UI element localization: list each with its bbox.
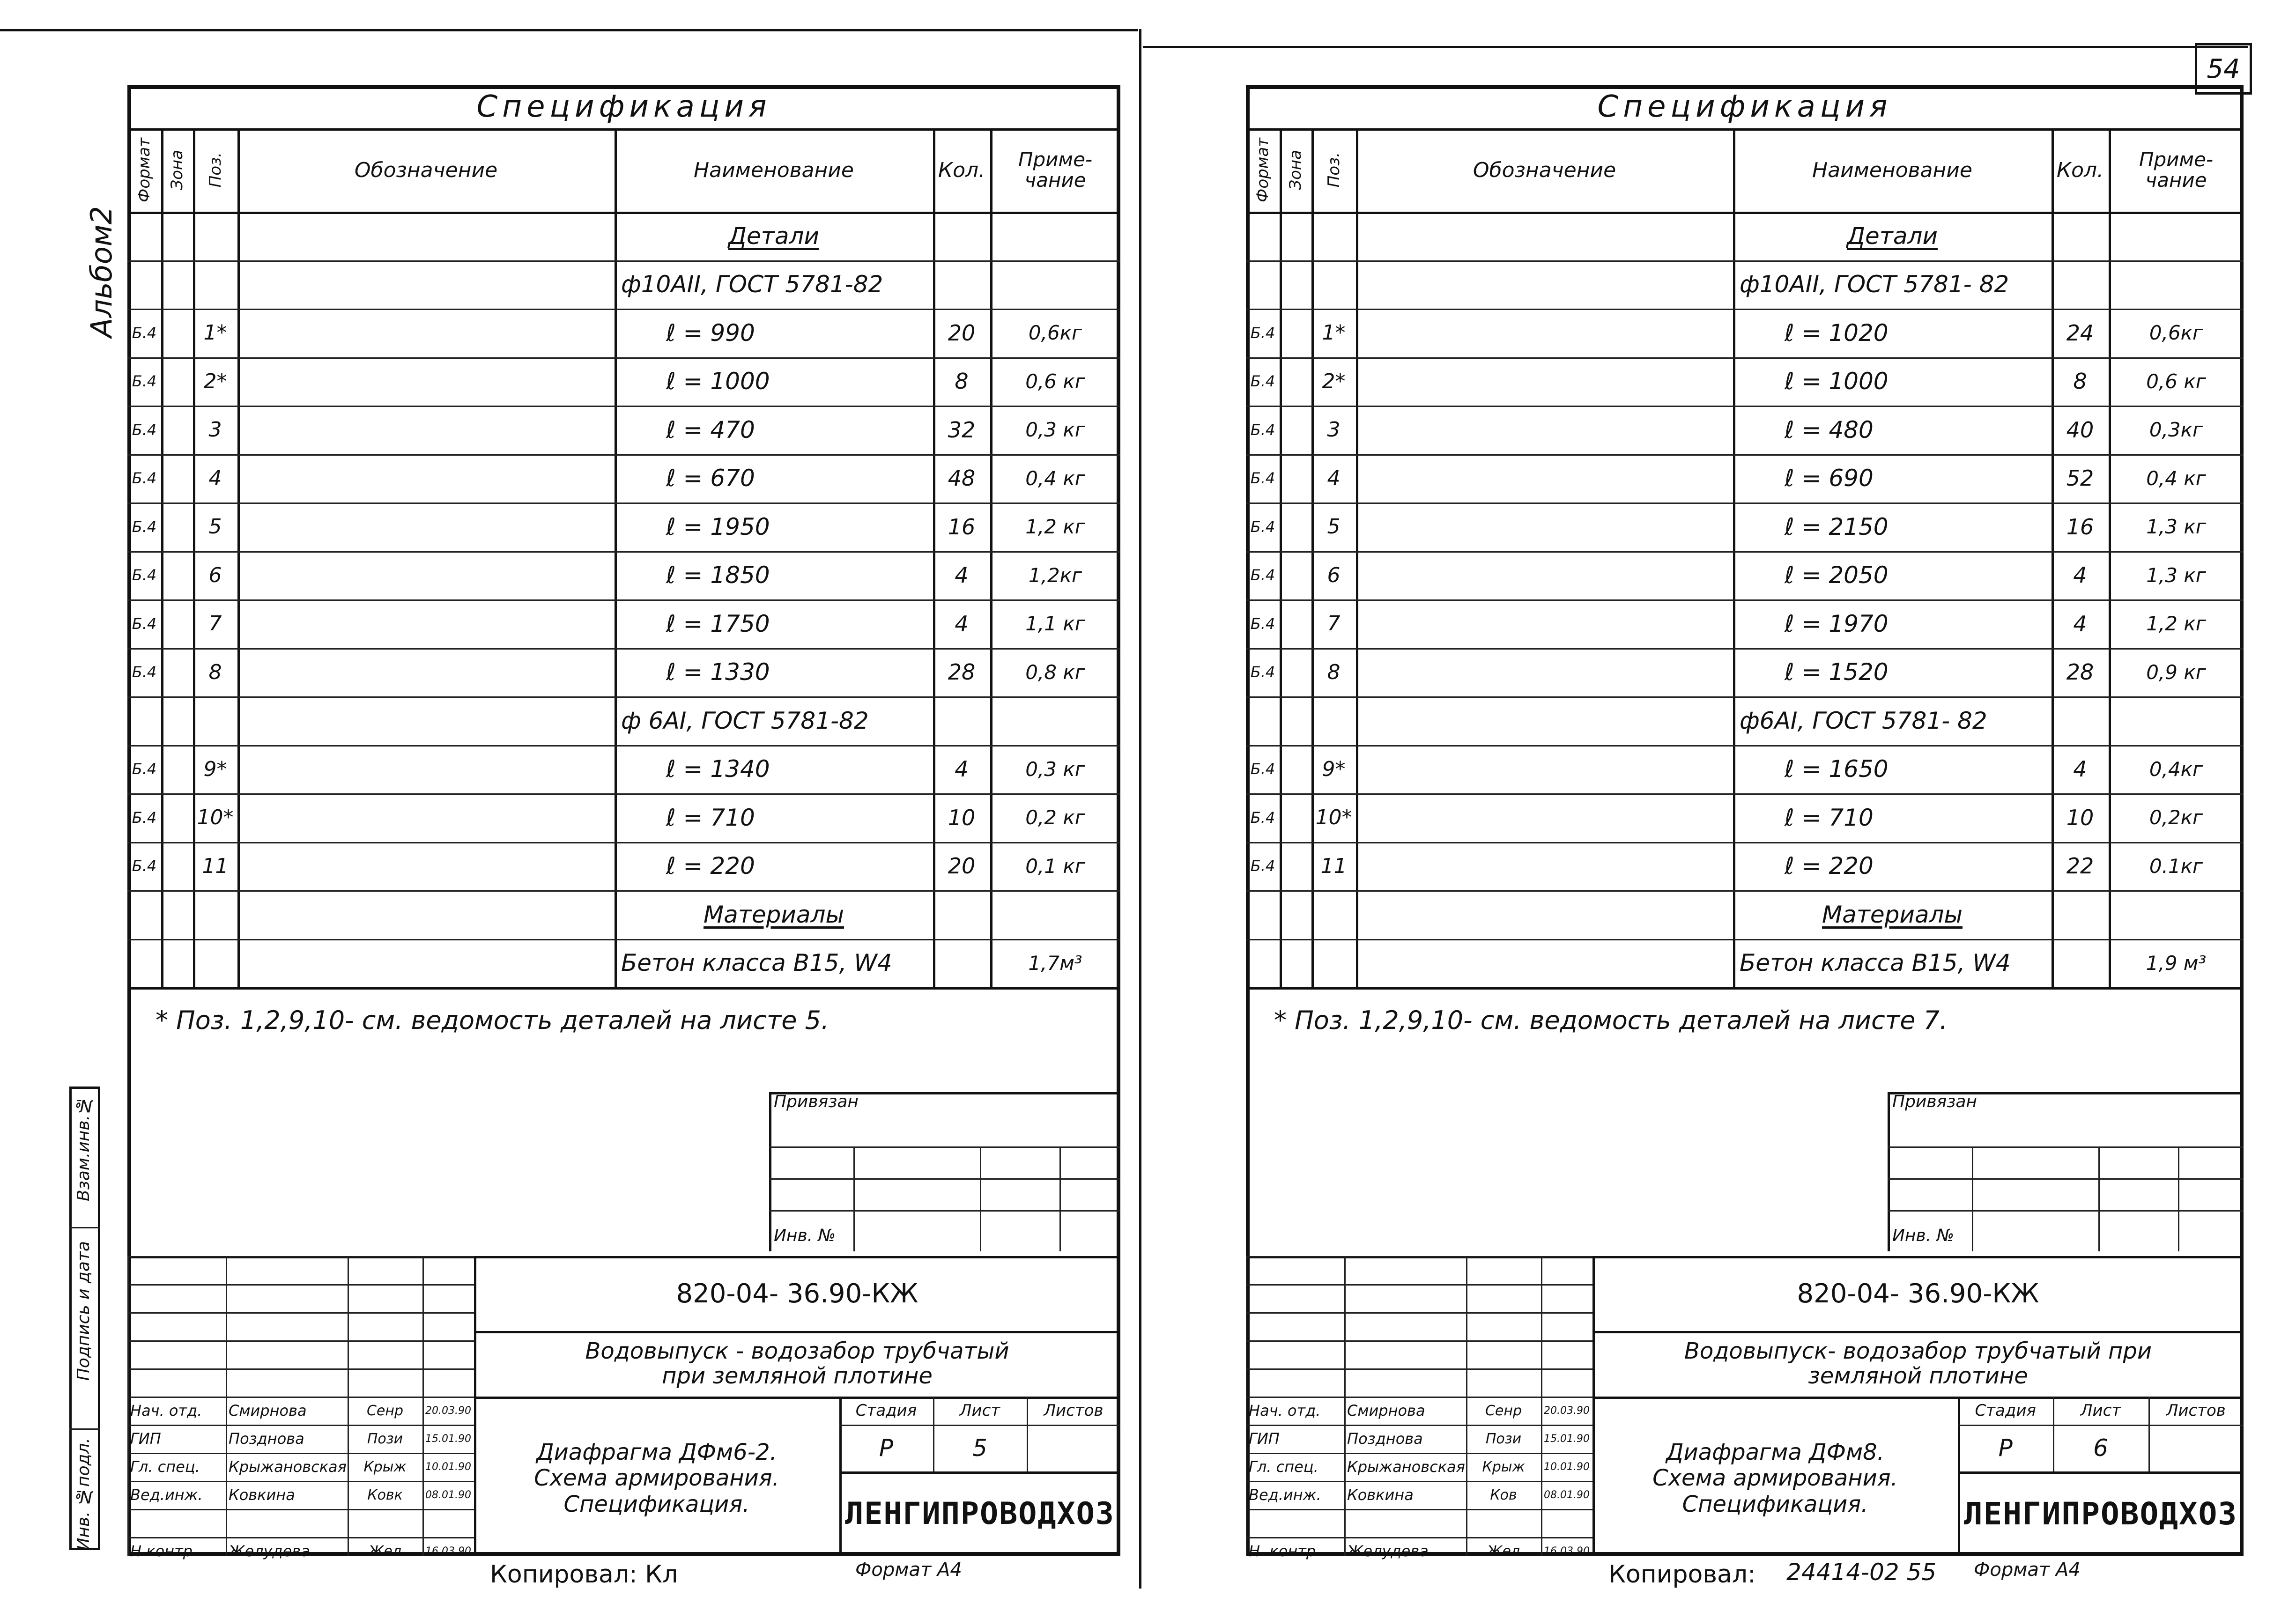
format-label: Формат А4 bbox=[855, 1559, 962, 1581]
cell-name: ℓ = 1520 bbox=[1785, 658, 1889, 686]
header-pos: Поз. bbox=[1324, 152, 1343, 188]
copied-by: Копировал: bbox=[1608, 1560, 1756, 1589]
signer-signature: Жел bbox=[369, 1543, 401, 1560]
cell-note: 0,4 кг bbox=[1025, 466, 1085, 490]
cell-note bbox=[2109, 212, 2244, 260]
cell-format: Б.4 bbox=[1250, 469, 1275, 488]
album-label: Альбом2 bbox=[84, 206, 119, 338]
privyazan-left bbox=[769, 1092, 771, 1251]
cell-qty: 22 bbox=[2066, 853, 2094, 879]
cell-pos bbox=[193, 939, 237, 988]
signer-date: 08.01.90 bbox=[425, 1489, 471, 1501]
cell-format: Б.4 bbox=[132, 421, 157, 439]
cell-note: 0,4 кг bbox=[2146, 466, 2206, 490]
column-line bbox=[161, 128, 163, 987]
drawing-title: Диафрагма ДФм8. Схема армирования. Спецификация. bbox=[1652, 1439, 1898, 1517]
spec-title: Спецификация bbox=[476, 89, 771, 124]
cell-note: 1,7м³ bbox=[1028, 951, 1082, 975]
cell-format: Б.4 bbox=[1250, 517, 1275, 536]
cell-format: Б.4 bbox=[1250, 566, 1275, 584]
cell-format bbox=[127, 696, 161, 745]
column-line bbox=[237, 128, 240, 987]
sheets-label: Листов bbox=[1044, 1401, 1104, 1420]
cell-note: 0,1 кг bbox=[1025, 854, 1085, 878]
signer-signature: Жел bbox=[1487, 1543, 1520, 1560]
cell-qty bbox=[933, 696, 990, 745]
header-format: Формат bbox=[1253, 138, 1272, 202]
cell-format: Б.4 bbox=[132, 663, 157, 681]
cell-qty bbox=[933, 939, 990, 988]
doc-code: 820-04- 36.90-КЖ bbox=[1797, 1278, 2039, 1309]
cell-name: ℓ = 480 bbox=[1785, 416, 1874, 444]
cell-pos: 8 bbox=[1327, 660, 1341, 684]
signer-role: Гл. спец. bbox=[1249, 1458, 1318, 1476]
inv-label: Инв. №подл. bbox=[74, 1438, 93, 1551]
signer-signature: Сенр bbox=[366, 1402, 404, 1419]
cell-qty: 4 bbox=[2073, 611, 2087, 636]
cell-format: Б.4 bbox=[1250, 614, 1275, 633]
cell-name: Бетон класса В15, W4 bbox=[1740, 949, 2011, 977]
cell-note: 1,1 кг bbox=[1025, 612, 1085, 636]
cell-format bbox=[1246, 212, 1280, 260]
header-pos: Поз. bbox=[206, 152, 225, 188]
cell-name: ℓ = 670 bbox=[666, 465, 755, 492]
cell-format: Б.4 bbox=[132, 614, 157, 633]
cell-note: 1,3 кг bbox=[2146, 515, 2206, 539]
signer-name: Желудева bbox=[229, 1542, 310, 1560]
cell-pos: 8 bbox=[208, 660, 222, 684]
header-zone: Зона bbox=[1286, 150, 1305, 190]
cell-pos: 5 bbox=[1327, 515, 1341, 539]
cell-format: Б.4 bbox=[132, 760, 157, 778]
cell-qty bbox=[2052, 890, 2109, 939]
stage-value: Р bbox=[879, 1434, 894, 1462]
signer-role: ГИП bbox=[130, 1430, 161, 1448]
sheet-label: Лист bbox=[2080, 1401, 2121, 1420]
signer-role: Н.контр. bbox=[130, 1542, 198, 1560]
sheet-label: Лист bbox=[959, 1401, 1000, 1420]
sig-row-line bbox=[1246, 1340, 1592, 1342]
cell-qty: 4 bbox=[955, 562, 969, 588]
project-title: Водовыпуск- водозабор трубчатый при земляной плотине bbox=[1684, 1338, 2152, 1389]
cell-qty: 4 bbox=[2073, 756, 2087, 782]
cell-qty bbox=[2052, 939, 2109, 988]
cell-name: Материалы bbox=[1822, 901, 1963, 928]
cell-qty bbox=[933, 212, 990, 260]
cell-pos bbox=[1311, 212, 1356, 260]
privyazan-col bbox=[980, 1146, 981, 1251]
signer-signature: Пози bbox=[1485, 1430, 1522, 1447]
privyazan-row bbox=[769, 1178, 1120, 1180]
cell-name: ℓ = 1020 bbox=[1785, 319, 1889, 347]
cell-format bbox=[1246, 260, 1280, 309]
cell-note: 0.1кг bbox=[2149, 854, 2203, 878]
signer-date: 20.03.90 bbox=[425, 1404, 471, 1417]
signer-signature: Ков bbox=[1490, 1486, 1517, 1503]
sig-row-line bbox=[127, 1509, 474, 1510]
cell-note: 1,2 кг bbox=[1025, 515, 1085, 539]
sig-row-line bbox=[1246, 1256, 1592, 1257]
header-name: Наименование bbox=[694, 158, 854, 182]
cell-note: 0,2кг bbox=[2149, 806, 2203, 829]
cell-name: Детали bbox=[1846, 222, 1938, 250]
podpis-label: Подпись и дата bbox=[74, 1241, 93, 1381]
privyazan-row bbox=[1888, 1146, 2244, 1148]
signer-name: Позднова bbox=[229, 1430, 304, 1448]
cell-note: 0,3кг bbox=[2149, 418, 2203, 442]
cell-pos: 1* bbox=[1322, 321, 1346, 345]
sig-row-line bbox=[1246, 1368, 1592, 1370]
cell-qty: 48 bbox=[948, 466, 976, 491]
signer-signature: Крыж bbox=[363, 1458, 407, 1475]
stage-value: Р bbox=[1998, 1434, 2013, 1462]
cell-note: 0,6 кг bbox=[2146, 370, 2206, 393]
privyazan-row bbox=[1888, 1178, 2244, 1180]
privyazan-row bbox=[769, 1146, 1120, 1148]
cell-qty: 20 bbox=[948, 853, 976, 879]
cell-name: Бетон класса В15, W4 bbox=[621, 949, 892, 977]
cell-format: Б.4 bbox=[132, 372, 157, 391]
signer-signature: Пози bbox=[367, 1430, 403, 1447]
archive-number: 24414-02 55 bbox=[1786, 1559, 1937, 1586]
cell-qty: 8 bbox=[955, 369, 969, 394]
privyazan-label: Привязан bbox=[1892, 1092, 1977, 1111]
cell-name: ℓ = 1000 bbox=[666, 368, 770, 395]
cell-format: Б.4 bbox=[132, 808, 157, 827]
signer-name: Крыжановская bbox=[1347, 1458, 1465, 1476]
footnote: * Поз. 1,2,9,10- см. ведомость деталей на листе 5. bbox=[156, 1005, 830, 1035]
cell-note: 0,4кг bbox=[2149, 757, 2203, 781]
cell-pos bbox=[193, 212, 237, 260]
table-bottom-rule bbox=[1246, 987, 2244, 990]
cell-name: ℓ = 690 bbox=[1785, 465, 1874, 492]
cell-pos bbox=[193, 260, 237, 309]
signer-signature: Ковк bbox=[367, 1486, 403, 1503]
sig-row-line bbox=[127, 1312, 474, 1314]
privyazan-label: Привязан bbox=[774, 1092, 859, 1111]
sheet-value: 5 bbox=[972, 1434, 987, 1462]
center-fold-line bbox=[1139, 29, 1141, 1589]
privyazan-row bbox=[769, 1210, 1120, 1212]
signer-name: Крыжановская bbox=[229, 1458, 347, 1476]
sig-row-line bbox=[127, 1368, 474, 1370]
sig-row-line bbox=[127, 1340, 474, 1342]
cell-note bbox=[990, 260, 1120, 309]
signer-role: Вед.инж. bbox=[130, 1486, 203, 1504]
cell-pos: 2* bbox=[203, 369, 227, 393]
cell-note: 0,3 кг bbox=[1025, 418, 1085, 442]
cell-format bbox=[127, 890, 161, 939]
cell-qty: 4 bbox=[2073, 562, 2087, 588]
cell-pos: 10* bbox=[197, 806, 234, 830]
stage-label: Стадия bbox=[1975, 1401, 2036, 1420]
cell-name: ℓ = 220 bbox=[666, 852, 755, 880]
signer-role: Н. контр. bbox=[1249, 1542, 1321, 1560]
header-designation: Обозначение bbox=[354, 158, 498, 182]
signer-date: 15.01.90 bbox=[1544, 1433, 1590, 1445]
cell-qty: 28 bbox=[948, 659, 976, 685]
cell-name: ф 6АI, ГОСТ 5781-82 bbox=[621, 707, 869, 734]
cell-name: ℓ = 1000 bbox=[1785, 368, 1889, 395]
signer-name: Смирнова bbox=[229, 1402, 307, 1419]
cell-note: 0,9 кг bbox=[2146, 660, 2206, 684]
cell-pos: 6 bbox=[1327, 563, 1341, 587]
cell-pos: 9* bbox=[1322, 757, 1346, 781]
cell-pos: 4 bbox=[1327, 466, 1341, 490]
sig-row-line bbox=[1246, 1284, 1592, 1286]
format-label: Формат А4 bbox=[1974, 1559, 2081, 1581]
cell-pos: 10* bbox=[1315, 806, 1352, 830]
cell-format bbox=[127, 939, 161, 988]
cell-note: 0,2 кг bbox=[1025, 806, 1085, 829]
signer-date: 16.03.90 bbox=[425, 1545, 471, 1557]
cell-name: ℓ = 470 bbox=[666, 416, 755, 444]
cell-pos: 7 bbox=[1327, 612, 1341, 636]
cell-qty: 8 bbox=[2073, 369, 2087, 394]
sig-row-line bbox=[127, 1284, 474, 1286]
privyazan-col bbox=[2098, 1146, 2100, 1251]
cell-qty: 28 bbox=[2066, 659, 2094, 685]
cell-note: 1,9 м³ bbox=[2146, 951, 2207, 975]
spec-title: Спецификация bbox=[1597, 89, 1892, 124]
cell-note: 0,6 кг bbox=[1025, 370, 1085, 393]
drawing-title: Диафрагма ДФм6-2. Схема армирования. Спецификация. bbox=[534, 1439, 779, 1517]
cell-format bbox=[1246, 890, 1280, 939]
cell-format: Б.4 bbox=[1250, 857, 1275, 875]
cell-pos: 7 bbox=[208, 612, 222, 636]
footnote: * Поз. 1,2,9,10- см. ведомость деталей на листе 7. bbox=[1274, 1005, 1948, 1035]
cell-note bbox=[990, 212, 1120, 260]
header-name: Наименование bbox=[1812, 158, 1972, 182]
signer-name: Позднова bbox=[1347, 1430, 1423, 1448]
cell-name: ℓ = 2050 bbox=[1785, 562, 1889, 589]
archive-number bbox=[661, 1556, 858, 1589]
cell-qty bbox=[2052, 212, 2109, 260]
margin-divider-1 bbox=[69, 1227, 100, 1228]
column-line bbox=[1356, 128, 1358, 987]
cell-qty: 10 bbox=[948, 805, 976, 830]
signer-date: 15.01.90 bbox=[425, 1433, 471, 1445]
sheets-value bbox=[1027, 1425, 1120, 1471]
vzam-label: Взам.инв.№ bbox=[74, 1096, 93, 1202]
cell-name: ℓ = 1970 bbox=[1785, 610, 1889, 637]
cell-format: Б.4 bbox=[132, 324, 157, 342]
signer-name: Ковкина bbox=[1347, 1486, 1414, 1504]
header-qty: Кол. bbox=[2056, 158, 2104, 182]
cell-pos: 6 bbox=[208, 563, 222, 587]
signer-name: Смирнова bbox=[1347, 1402, 1425, 1419]
cell-qty: 20 bbox=[948, 320, 976, 346]
sig-row-line bbox=[127, 1256, 474, 1257]
cell-pos: 11 bbox=[202, 854, 229, 878]
header-note: Приме- чание bbox=[2139, 148, 2214, 192]
signer-role: ГИП bbox=[1249, 1430, 1280, 1448]
cell-name: ℓ = 710 bbox=[1785, 804, 1874, 831]
cell-format bbox=[127, 212, 161, 260]
cell-format: Б.4 bbox=[132, 517, 157, 536]
cell-pos: 4 bbox=[208, 466, 222, 490]
sheet-right bbox=[1246, 85, 2244, 1589]
org-logo: ЛЕНГИПРОВОДХОЗ bbox=[1963, 1495, 2238, 1532]
cell-format: Б.4 bbox=[1250, 421, 1275, 439]
sheet-value: 6 bbox=[2093, 1434, 2108, 1462]
cell-note bbox=[990, 890, 1120, 939]
cell-name: ℓ = 990 bbox=[666, 319, 755, 347]
signer-signature: Крыж bbox=[1482, 1458, 1525, 1475]
cell-format bbox=[1246, 696, 1280, 745]
table-bottom-rule bbox=[127, 987, 1120, 990]
cell-note: 0,6кг bbox=[2149, 321, 2203, 345]
signer-date: 16.03.90 bbox=[1544, 1545, 1590, 1557]
cell-name: ℓ = 220 bbox=[1785, 852, 1874, 880]
cell-name: ℓ = 1750 bbox=[666, 610, 770, 637]
cell-name: ℓ = 710 bbox=[666, 804, 755, 831]
cell-name: ф10АII, ГОСТ 5781-82 bbox=[621, 271, 883, 298]
signer-role: Нач. отд. bbox=[130, 1402, 202, 1419]
cell-pos: 3 bbox=[1327, 418, 1341, 442]
cell-format: Б.4 bbox=[1250, 324, 1275, 342]
cell-format: Б.4 bbox=[1250, 663, 1275, 681]
privyazan-col bbox=[1059, 1146, 1061, 1251]
cell-pos: 2* bbox=[1322, 369, 1346, 393]
org-logo: ЛЕНГИПРОВОДХОЗ bbox=[845, 1496, 1115, 1531]
top-rule-left bbox=[0, 29, 1138, 31]
cell-note: 0,8 кг bbox=[1025, 660, 1085, 684]
cell-format bbox=[127, 260, 161, 309]
cell-note bbox=[2109, 890, 2244, 939]
cell-format: Б.4 bbox=[1250, 808, 1275, 827]
cell-format bbox=[1246, 939, 1280, 988]
cell-pos: 1* bbox=[203, 321, 227, 345]
cell-qty: 4 bbox=[955, 611, 969, 636]
signer-date: 08.01.90 bbox=[1544, 1489, 1590, 1501]
signer-date: 10.01.90 bbox=[1544, 1461, 1590, 1473]
signer-role: Вед.инж. bbox=[1249, 1486, 1321, 1504]
cell-pos bbox=[193, 696, 237, 745]
header-note: Приме- чание bbox=[1018, 148, 1093, 192]
cell-note bbox=[990, 696, 1120, 745]
cell-name: ф6АI, ГОСТ 5781- 82 bbox=[1740, 707, 1987, 734]
signer-signature: Сенр bbox=[1485, 1402, 1522, 1419]
cell-name: ℓ = 1850 bbox=[666, 562, 770, 589]
cell-qty: 24 bbox=[2066, 320, 2094, 346]
cell-qty bbox=[2052, 260, 2109, 309]
sheets-value bbox=[2148, 1425, 2244, 1471]
cell-name: ℓ = 1650 bbox=[1785, 755, 1889, 783]
cell-name: ℓ = 2150 bbox=[1785, 513, 1889, 540]
cell-name: ℓ = 1330 bbox=[666, 658, 770, 686]
cell-pos bbox=[1311, 890, 1356, 939]
cell-note: 1,2 кг bbox=[2146, 612, 2206, 636]
signer-role: Гл. спец. bbox=[130, 1458, 200, 1476]
cell-pos bbox=[1311, 696, 1356, 745]
cell-qty: 52 bbox=[2066, 466, 2094, 491]
privyazan-row bbox=[1888, 1210, 2244, 1212]
cell-name: ℓ = 1950 bbox=[666, 513, 770, 540]
column-line bbox=[1280, 128, 1282, 987]
cell-qty: 16 bbox=[948, 514, 976, 540]
cell-format: Б.4 bbox=[1250, 760, 1275, 778]
margin-divider-2 bbox=[69, 1428, 100, 1430]
cell-name: ф10АII, ГОСТ 5781- 82 bbox=[1740, 271, 2009, 298]
cell-note: 1,3 кг bbox=[2146, 563, 2206, 587]
privyazan-col bbox=[2178, 1146, 2179, 1251]
cell-qty: 10 bbox=[2066, 805, 2094, 830]
cell-qty bbox=[933, 890, 990, 939]
cell-note: 0,6кг bbox=[1028, 321, 1082, 345]
top-rule-right bbox=[1143, 46, 2248, 48]
cell-qty bbox=[2052, 696, 2109, 745]
signer-name: Ковкина bbox=[229, 1486, 295, 1504]
signer-date: 10.01.90 bbox=[425, 1461, 471, 1473]
cell-pos bbox=[193, 890, 237, 939]
cell-qty: 4 bbox=[955, 756, 969, 782]
cell-note: 0,3 кг bbox=[1025, 757, 1085, 781]
copied-by: Копировал: Кл bbox=[490, 1560, 678, 1589]
inv-no-label: Инв. № bbox=[1892, 1226, 1955, 1245]
header-format: Формат bbox=[135, 138, 154, 202]
cell-note: 1,2кг bbox=[1028, 563, 1082, 587]
signer-name: Желудева bbox=[1347, 1542, 1429, 1560]
cell-pos: 3 bbox=[208, 418, 222, 442]
cell-name: Материалы bbox=[704, 901, 844, 928]
header-qty: Кол. bbox=[938, 158, 985, 182]
inv-no-label: Инв. № bbox=[774, 1226, 836, 1245]
cell-pos: 9* bbox=[203, 757, 227, 781]
header-zone: Зона bbox=[168, 150, 186, 190]
signer-date: 20.03.90 bbox=[1544, 1404, 1590, 1417]
stage-label: Стадия bbox=[855, 1401, 917, 1420]
cell-format: Б.4 bbox=[132, 469, 157, 488]
sig-row-line bbox=[1246, 1312, 1592, 1314]
sheets-label: Листов bbox=[2166, 1401, 2226, 1420]
cell-pos: 11 bbox=[1320, 854, 1347, 878]
cell-format: Б.4 bbox=[1250, 372, 1275, 391]
page-number: 54 bbox=[2207, 53, 2240, 84]
cell-qty bbox=[933, 260, 990, 309]
doc-code: 820-04- 36.90-КЖ bbox=[676, 1278, 918, 1309]
cell-qty: 16 bbox=[2066, 514, 2094, 540]
sheet-left bbox=[127, 85, 1120, 1589]
cell-qty: 32 bbox=[948, 417, 976, 443]
cell-name: Детали bbox=[728, 222, 820, 250]
signer-role: Нач. отд. bbox=[1249, 1402, 1321, 1419]
cell-note bbox=[2109, 260, 2244, 309]
cell-format: Б.4 bbox=[132, 857, 157, 875]
cell-note bbox=[2109, 696, 2244, 745]
sig-row-line bbox=[1246, 1509, 1592, 1510]
cell-pos: 5 bbox=[208, 515, 222, 539]
cell-pos bbox=[1311, 939, 1356, 988]
cell-name: ℓ = 1340 bbox=[666, 755, 770, 783]
cell-format: Б.4 bbox=[132, 566, 157, 584]
cell-pos bbox=[1311, 260, 1356, 309]
header-designation: Обозначение bbox=[1473, 158, 1616, 182]
project-title: Водовыпуск - водозабор трубчатый при земляной плотине bbox=[585, 1338, 1009, 1389]
privyazan-left bbox=[1888, 1092, 1890, 1251]
cell-qty: 40 bbox=[2066, 417, 2094, 443]
